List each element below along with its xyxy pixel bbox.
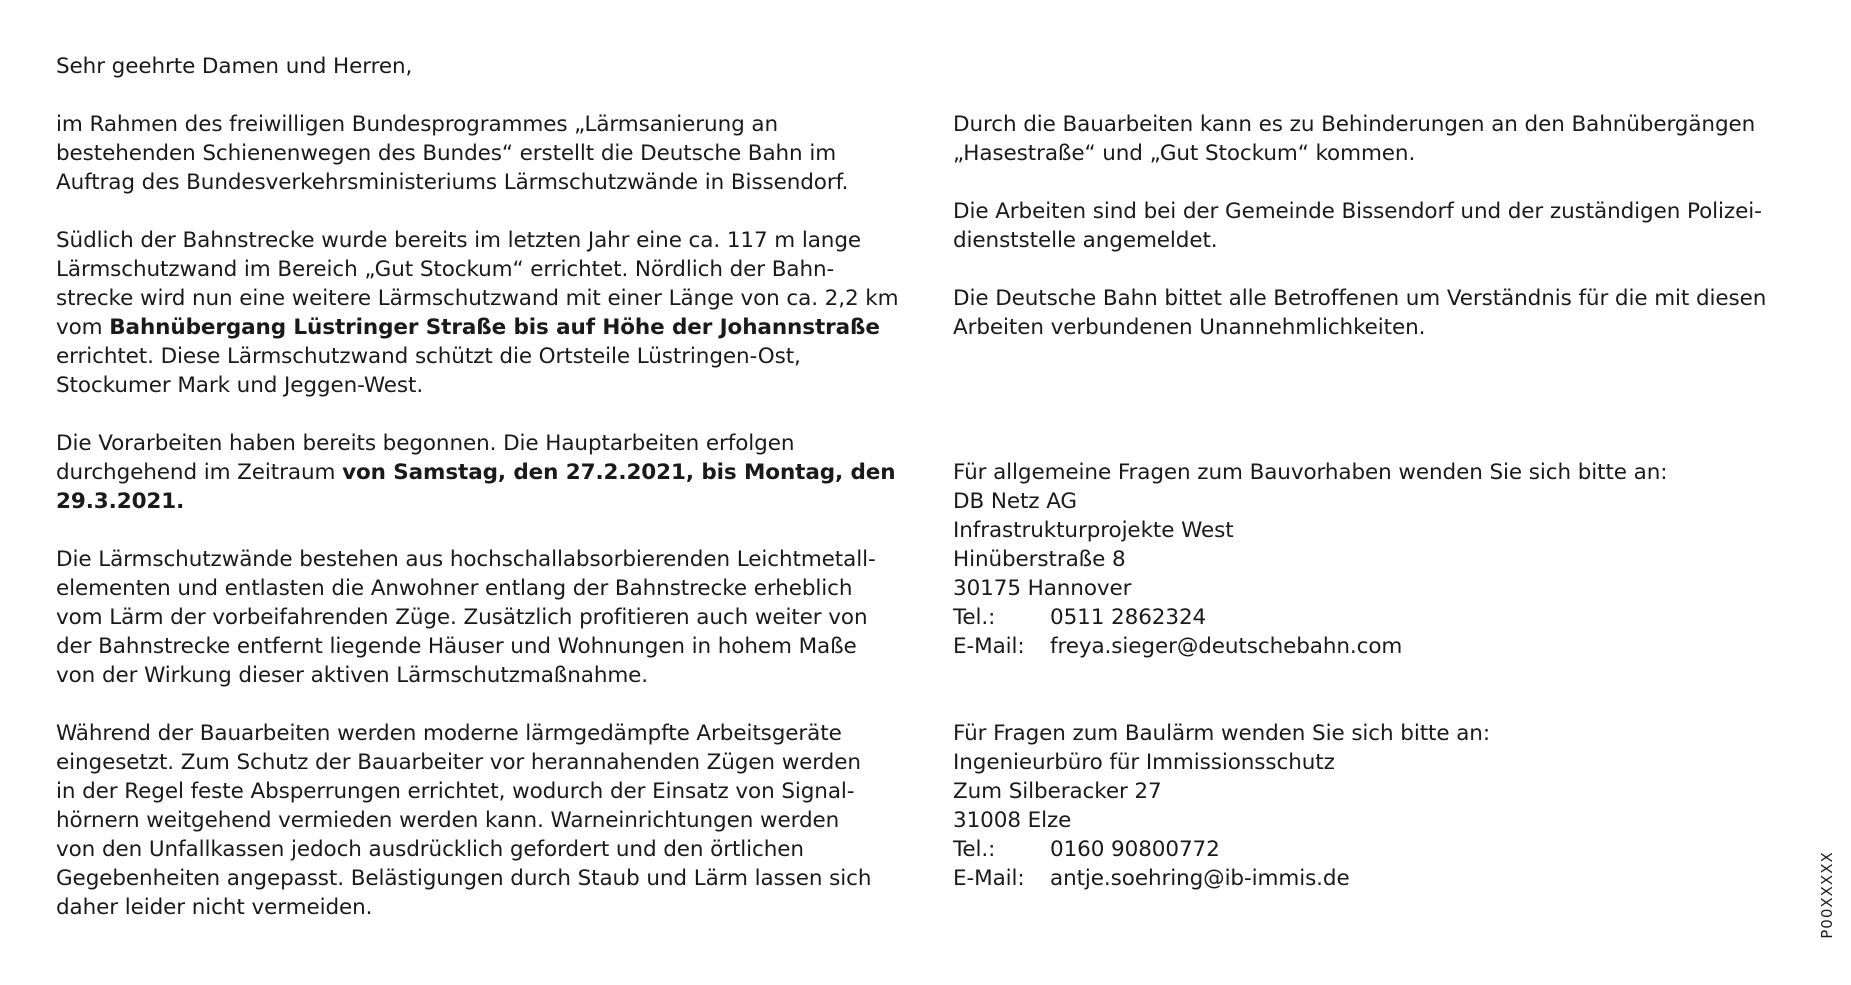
contact-general — [953, 458, 1823, 661]
schedule-dates: von Samstag, den 27.2.2021, bis Montag, den 29.3.2021. — [56, 460, 896, 514]
paragraph-apology: Die Deutsche Bahn bittet alle Betroffenen um Verständnis für die mit diesen Arbeiten verbundenen Unannehmlichkeiten. — [953, 286, 1767, 340]
contact-general-street: Hinüberstraße 8 — [953, 547, 1126, 572]
paragraph-wall-location — [56, 226, 936, 400]
right-column — [953, 52, 1823, 893]
email-label: E-Mail: — [953, 634, 1025, 659]
paragraph-registration: Die Arbeiten sind bei der Gemeinde Bissendorf und der zuständigen Polizei- dienststelle angemeldet. — [953, 199, 1762, 253]
contact-noise-phone: 0160 90800772 — [1050, 837, 1220, 862]
document-code — [1812, 840, 1842, 950]
contact-noise-email: antje.soehring@ib-immis.de — [1050, 866, 1350, 891]
document-code-text: P00XXXXX — [1818, 851, 1837, 939]
contact-noise — [953, 719, 1823, 893]
paragraph-schedule — [56, 429, 936, 516]
contact-noise-phone-row — [953, 835, 1823, 864]
paragraph-wall-benefits: Die Lärmschutzwände bestehen aus hochschallabsorbierenden Leichtmetall- elementen und entlasten die Anwohner entlang der Bahnstrecke erheblich vom Lärm der vorbeifahrenden Züge. Zusätzlich profitieren auch weiter von der Bahnstrecke entfernt liegende Häuser und Wohnungen in hohem Maße von der Wirkung dieser aktiven Lärmschutzmaßnahme. — [56, 547, 876, 688]
paragraph-program: im Rahmen des freiwilligen Bundesprogrammes „Lärmsanierung an bestehenden Schienenwegen des Bundes“ erstellt die Deutsche Bahn im Auftrag des Bundesverkehrsministeriums Lärmschutzwände in Bissendorf. — [56, 112, 849, 195]
phone-label: Tel.: — [953, 605, 996, 630]
contact-general-phone-row — [953, 603, 1823, 632]
contact-noise-email-row — [953, 864, 1823, 893]
schedule-text: Die Vorarbeiten haben bereits begonnen. Die Hauptarbeiten erfolgen durchgehend im Zeitraum — [56, 431, 795, 485]
contact-general-org: DB Netz AG — [953, 489, 1077, 514]
contact-general-intro: Für allgemeine Fragen zum Bauvorhaben wenden Sie sich bitte an: — [953, 460, 1668, 485]
paragraph-crossings: Durch die Bauarbeiten kann es zu Behinderungen an den Bahnübergängen „Hasestraße“ und „Gut Stockum“ kommen. — [953, 112, 1756, 166]
wall-location-text-end: errichtet. Diese Lärmschutzwand schützt die Ortsteile Lüstringen-Ost, Stockumer Mark und Jeggen-West. — [56, 344, 801, 398]
wall-location-highlight: Bahnübergang Lüstringer Straße bis auf Höhe der Johannstraße — [109, 315, 880, 340]
contact-noise-city: 31008 Elze — [953, 808, 1072, 833]
salutation: Sehr geehrte Damen und Herren, — [56, 54, 413, 79]
email-label: E-Mail: — [953, 866, 1025, 891]
wall-location-text: Südlich der Bahnstrecke wurde bereits im letzten Jahr eine ca. 117 m lange Lärmschutzwand im Bereich „Gut Stockum“ errichtet. Nördlich der Bahn- strecke wird nun eine weitere Lärmschutzwand mit einer Länge von ca. 2,2 km vom — [56, 228, 899, 340]
contact-general-email-row — [953, 632, 1823, 661]
contact-general-phone: 0511 2862324 — [1050, 605, 1207, 630]
phone-label: Tel.: — [953, 837, 996, 862]
contact-noise-street: Zum Silberacker 27 — [953, 779, 1162, 804]
contact-general-dept: Infrastrukturprojekte West — [953, 518, 1234, 543]
left-column — [56, 52, 936, 951]
contact-general-city: 30175 Hannover — [953, 576, 1132, 601]
paragraph-construction-measures: Während der Bauarbeiten werden moderne lärmgedämpfte Arbeitsgeräte eingesetzt. Zum Schutz der Bauarbeiter vor herannahenden Zügen werden in der Regel feste Absperrungen errichtet, wodurch der Einsatz von Signal- hörnern weitgehend vermieden werden kann. Warneinrichtungen werden von den Unfallkassen jedoch ausdrücklich gefordert und den örtlichen Gegebenheiten angepasst. Belästigungen durch Staub und Lärm lassen sich daher leider nicht vermeiden. — [56, 721, 872, 920]
contact-noise-intro: Für Fragen zum Baulärm wenden Sie sich bitte an: — [953, 721, 1490, 746]
contact-noise-org: Ingenieurbüro für Immissionsschutz — [953, 750, 1335, 775]
contact-general-email: freya.sieger@deutschebahn.com — [1050, 634, 1403, 659]
